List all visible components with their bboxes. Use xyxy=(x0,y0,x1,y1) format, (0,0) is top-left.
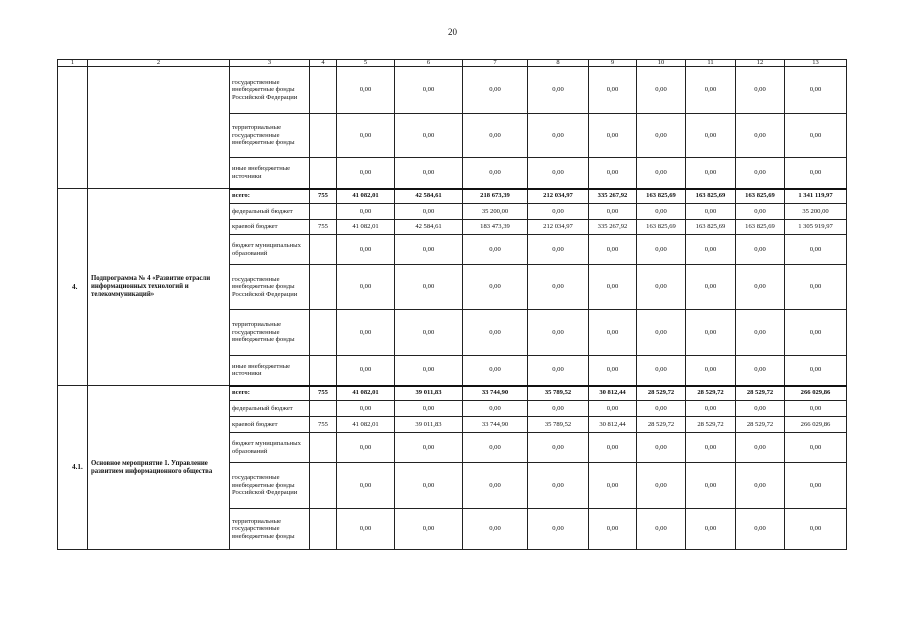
amount-cell: 0,00 xyxy=(589,401,637,417)
amount-cell: 0,00 xyxy=(686,433,736,463)
amount-cell: 0,00 xyxy=(463,158,528,189)
budget-code xyxy=(310,509,337,550)
column-number: 11 xyxy=(686,60,736,67)
amount-cell: 0,00 xyxy=(785,509,847,550)
amount-cell: 183 473,39 xyxy=(463,220,528,235)
funding-source: иные внебюджетные источники xyxy=(230,356,310,386)
amount-cell: 0,00 xyxy=(785,265,847,310)
amount-cell: 0,00 xyxy=(686,114,736,158)
amount-cell: 0,00 xyxy=(463,433,528,463)
column-number: 4 xyxy=(310,60,337,67)
amount-cell: 0,00 xyxy=(463,114,528,158)
amount-cell: 30 812,44 xyxy=(589,417,637,433)
amount-cell: 0,00 xyxy=(589,433,637,463)
amount-cell: 35 200,00 xyxy=(785,204,847,220)
column-number: 6 xyxy=(395,60,463,67)
amount-cell: 0,00 xyxy=(785,310,847,356)
amount-cell: 0,00 xyxy=(395,433,463,463)
amount-cell: 0,00 xyxy=(337,463,395,509)
amount-cell: 0,00 xyxy=(395,310,463,356)
page-number: 20 xyxy=(448,27,457,37)
budget-code xyxy=(310,265,337,310)
amount-cell: 41 082,01 xyxy=(337,417,395,433)
program-name: Основное мероприятие 1. Управление развитием информационного общества xyxy=(88,386,230,550)
amount-cell: 28 529,72 xyxy=(637,386,686,401)
amount-cell: 41 082,01 xyxy=(337,189,395,204)
column-number: 9 xyxy=(589,60,637,67)
amount-cell: 0,00 xyxy=(395,158,463,189)
amount-cell: 0,00 xyxy=(637,114,686,158)
funding-source: иные внебюджетные источники xyxy=(230,158,310,189)
amount-cell: 0,00 xyxy=(637,235,686,265)
amount-cell: 28 529,72 xyxy=(686,386,736,401)
amount-cell: 0,00 xyxy=(637,158,686,189)
column-number: 5 xyxy=(337,60,395,67)
budget-code xyxy=(310,356,337,386)
amount-cell: 0,00 xyxy=(528,356,589,386)
amount-cell: 335 267,92 xyxy=(589,189,637,204)
amount-cell: 0,00 xyxy=(686,204,736,220)
amount-cell: 0,00 xyxy=(637,67,686,114)
column-number: 2 xyxy=(88,60,230,67)
amount-cell: 0,00 xyxy=(463,310,528,356)
amount-cell: 266 029,86 xyxy=(785,386,847,401)
amount-cell: 0,00 xyxy=(528,204,589,220)
amount-cell: 0,00 xyxy=(637,401,686,417)
funding-source: бюджет муниципальных образований xyxy=(230,235,310,265)
amount-cell: 39 011,83 xyxy=(395,417,463,433)
amount-cell: 28 529,72 xyxy=(736,386,785,401)
amount-cell: 0,00 xyxy=(528,433,589,463)
amount-cell: 0,00 xyxy=(736,235,785,265)
amount-cell: 0,00 xyxy=(589,463,637,509)
amount-cell: 0,00 xyxy=(736,265,785,310)
amount-cell: 0,00 xyxy=(337,235,395,265)
amount-cell: 0,00 xyxy=(736,158,785,189)
amount-cell: 163 825,69 xyxy=(686,220,736,235)
amount-cell: 0,00 xyxy=(736,204,785,220)
table-row xyxy=(58,67,847,114)
amount-cell: 0,00 xyxy=(736,433,785,463)
amount-cell: 0,00 xyxy=(686,67,736,114)
amount-cell: 33 744,90 xyxy=(463,417,528,433)
amount-cell: 163 825,69 xyxy=(637,189,686,204)
amount-cell: 0,00 xyxy=(637,356,686,386)
budget-code xyxy=(310,158,337,189)
budget-code: 755 xyxy=(310,220,337,235)
funding-source: всего: xyxy=(230,386,310,401)
amount-cell: 0,00 xyxy=(528,158,589,189)
amount-cell: 0,00 xyxy=(337,356,395,386)
amount-cell: 0,00 xyxy=(589,114,637,158)
amount-cell: 0,00 xyxy=(686,158,736,189)
amount-cell: 0,00 xyxy=(785,114,847,158)
budget-code xyxy=(310,67,337,114)
amount-cell: 0,00 xyxy=(337,433,395,463)
budget-code: 755 xyxy=(310,386,337,401)
amount-cell: 0,00 xyxy=(337,114,395,158)
amount-cell: 0,00 xyxy=(337,67,395,114)
funding-source: федеральный бюджет xyxy=(230,401,310,417)
amount-cell: 0,00 xyxy=(395,235,463,265)
budget-code: 755 xyxy=(310,417,337,433)
amount-cell: 0,00 xyxy=(637,463,686,509)
amount-cell: 0,00 xyxy=(528,310,589,356)
amount-cell: 28 529,72 xyxy=(637,417,686,433)
amount-cell: 0,00 xyxy=(589,158,637,189)
amount-cell: 0,00 xyxy=(736,509,785,550)
funding-source: территориальные государственные внебюджетные фонды xyxy=(230,114,310,158)
amount-cell: 0,00 xyxy=(686,310,736,356)
amount-cell: 0,00 xyxy=(528,265,589,310)
budget-code xyxy=(310,310,337,356)
amount-cell: 0,00 xyxy=(589,235,637,265)
amount-cell: 0,00 xyxy=(589,509,637,550)
amount-cell: 0,00 xyxy=(736,114,785,158)
amount-cell: 35 200,00 xyxy=(463,204,528,220)
column-number: 10 xyxy=(637,60,686,67)
amount-cell: 0,00 xyxy=(528,401,589,417)
amount-cell: 0,00 xyxy=(463,67,528,114)
amount-cell: 0,00 xyxy=(528,509,589,550)
amount-cell: 163 825,69 xyxy=(736,189,785,204)
amount-cell: 0,00 xyxy=(785,463,847,509)
funding-source: территориальные государственные внебюджетные фонды xyxy=(230,310,310,356)
column-number-row xyxy=(58,60,847,67)
column-number: 3 xyxy=(230,60,310,67)
budget-code xyxy=(310,433,337,463)
budget-code xyxy=(310,114,337,158)
amount-cell: 163 825,69 xyxy=(637,220,686,235)
funding-source: краевой бюджет xyxy=(230,220,310,235)
program-number: 4. xyxy=(58,189,88,386)
amount-cell: 0,00 xyxy=(686,265,736,310)
amount-cell: 0,00 xyxy=(395,265,463,310)
amount-cell: 0,00 xyxy=(463,235,528,265)
amount-cell: 0,00 xyxy=(686,463,736,509)
row-number-cell xyxy=(58,67,88,189)
funding-source: территориальные государственные внебюджетные фонды xyxy=(230,509,310,550)
amount-cell: 0,00 xyxy=(686,235,736,265)
amount-cell: 0,00 xyxy=(637,265,686,310)
program-number: 4.1. xyxy=(58,386,88,550)
budget-code: 755 xyxy=(310,189,337,204)
funding-source: государственные внебюджетные фонды Российской Федерации xyxy=(230,463,310,509)
funding-source: государственные внебюджетные фонды Российской Федерации xyxy=(230,67,310,114)
amount-cell: 0,00 xyxy=(337,265,395,310)
amount-cell: 33 744,90 xyxy=(463,386,528,401)
amount-cell: 0,00 xyxy=(637,310,686,356)
amount-cell: 0,00 xyxy=(589,265,637,310)
amount-cell: 0,00 xyxy=(395,463,463,509)
amount-cell: 212 034,97 xyxy=(528,220,589,235)
amount-cell: 0,00 xyxy=(785,235,847,265)
funding-source: федеральный бюджет xyxy=(230,204,310,220)
amount-cell: 41 082,01 xyxy=(337,220,395,235)
amount-cell: 42 584,61 xyxy=(395,220,463,235)
amount-cell: 0,00 xyxy=(686,356,736,386)
program-name-cell xyxy=(88,67,230,189)
table-row xyxy=(58,189,847,204)
amount-cell: 0,00 xyxy=(736,401,785,417)
amount-cell: 28 529,72 xyxy=(736,417,785,433)
amount-cell: 42 584,61 xyxy=(395,189,463,204)
amount-cell: 0,00 xyxy=(337,204,395,220)
amount-cell: 266 029,86 xyxy=(785,417,847,433)
amount-cell: 0,00 xyxy=(395,114,463,158)
amount-cell: 0,00 xyxy=(337,401,395,417)
amount-cell: 163 825,69 xyxy=(736,220,785,235)
funding-source: краевой бюджет xyxy=(230,417,310,433)
amount-cell: 0,00 xyxy=(589,67,637,114)
amount-cell: 41 082,01 xyxy=(337,386,395,401)
column-number: 8 xyxy=(528,60,589,67)
funding-source: государственные внебюджетные фонды Российской Федерации xyxy=(230,265,310,310)
amount-cell: 0,00 xyxy=(395,67,463,114)
amount-cell: 0,00 xyxy=(785,401,847,417)
amount-cell: 0,00 xyxy=(528,235,589,265)
amount-cell: 0,00 xyxy=(686,509,736,550)
amount-cell: 0,00 xyxy=(736,67,785,114)
amount-cell: 0,00 xyxy=(589,310,637,356)
budget-code xyxy=(310,204,337,220)
amount-cell: 0,00 xyxy=(589,204,637,220)
amount-cell: 0,00 xyxy=(395,401,463,417)
amount-cell: 335 267,92 xyxy=(589,220,637,235)
amount-cell: 0,00 xyxy=(337,158,395,189)
amount-cell: 0,00 xyxy=(528,463,589,509)
column-number: 13 xyxy=(785,60,847,67)
amount-cell: 0,00 xyxy=(395,204,463,220)
amount-cell: 0,00 xyxy=(463,509,528,550)
amount-cell: 39 011,83 xyxy=(395,386,463,401)
amount-cell: 0,00 xyxy=(463,265,528,310)
amount-cell: 28 529,72 xyxy=(686,417,736,433)
amount-cell: 0,00 xyxy=(785,158,847,189)
column-number: 12 xyxy=(736,60,785,67)
funding-source: всего: xyxy=(230,189,310,204)
amount-cell: 0,00 xyxy=(637,204,686,220)
amount-cell: 0,00 xyxy=(736,463,785,509)
program-name: Подпрограмма № 4 «Развитие отрасли информационных технологий и телекоммуникаций» xyxy=(88,189,230,386)
funding-source: бюджет муниципальных образований xyxy=(230,433,310,463)
amount-cell: 0,00 xyxy=(528,67,589,114)
amount-cell: 163 825,69 xyxy=(686,189,736,204)
amount-cell: 0,00 xyxy=(463,356,528,386)
amount-cell: 1 305 919,97 xyxy=(785,220,847,235)
amount-cell: 0,00 xyxy=(736,310,785,356)
amount-cell: 0,00 xyxy=(395,509,463,550)
amount-cell: 0,00 xyxy=(686,401,736,417)
amount-cell: 30 812,44 xyxy=(589,386,637,401)
amount-cell: 0,00 xyxy=(528,114,589,158)
amount-cell: 0,00 xyxy=(736,356,785,386)
amount-cell: 218 673,39 xyxy=(463,189,528,204)
amount-cell: 212 034,97 xyxy=(528,189,589,204)
amount-cell: 0,00 xyxy=(463,463,528,509)
amount-cell: 0,00 xyxy=(463,401,528,417)
amount-cell: 0,00 xyxy=(337,310,395,356)
column-number: 7 xyxy=(463,60,528,67)
budget-code xyxy=(310,235,337,265)
amount-cell: 1 341 119,97 xyxy=(785,189,847,204)
budget-table xyxy=(57,59,847,550)
amount-cell: 0,00 xyxy=(785,67,847,114)
amount-cell: 0,00 xyxy=(337,509,395,550)
amount-cell: 0,00 xyxy=(589,356,637,386)
column-number: 1 xyxy=(58,60,88,67)
amount-cell: 0,00 xyxy=(637,433,686,463)
amount-cell: 0,00 xyxy=(395,356,463,386)
amount-cell: 0,00 xyxy=(637,509,686,550)
amount-cell: 35 789,52 xyxy=(528,417,589,433)
amount-cell: 0,00 xyxy=(785,433,847,463)
amount-cell: 0,00 xyxy=(785,356,847,386)
budget-code xyxy=(310,463,337,509)
table-row xyxy=(58,386,847,401)
budget-code xyxy=(310,401,337,417)
amount-cell: 35 789,52 xyxy=(528,386,589,401)
